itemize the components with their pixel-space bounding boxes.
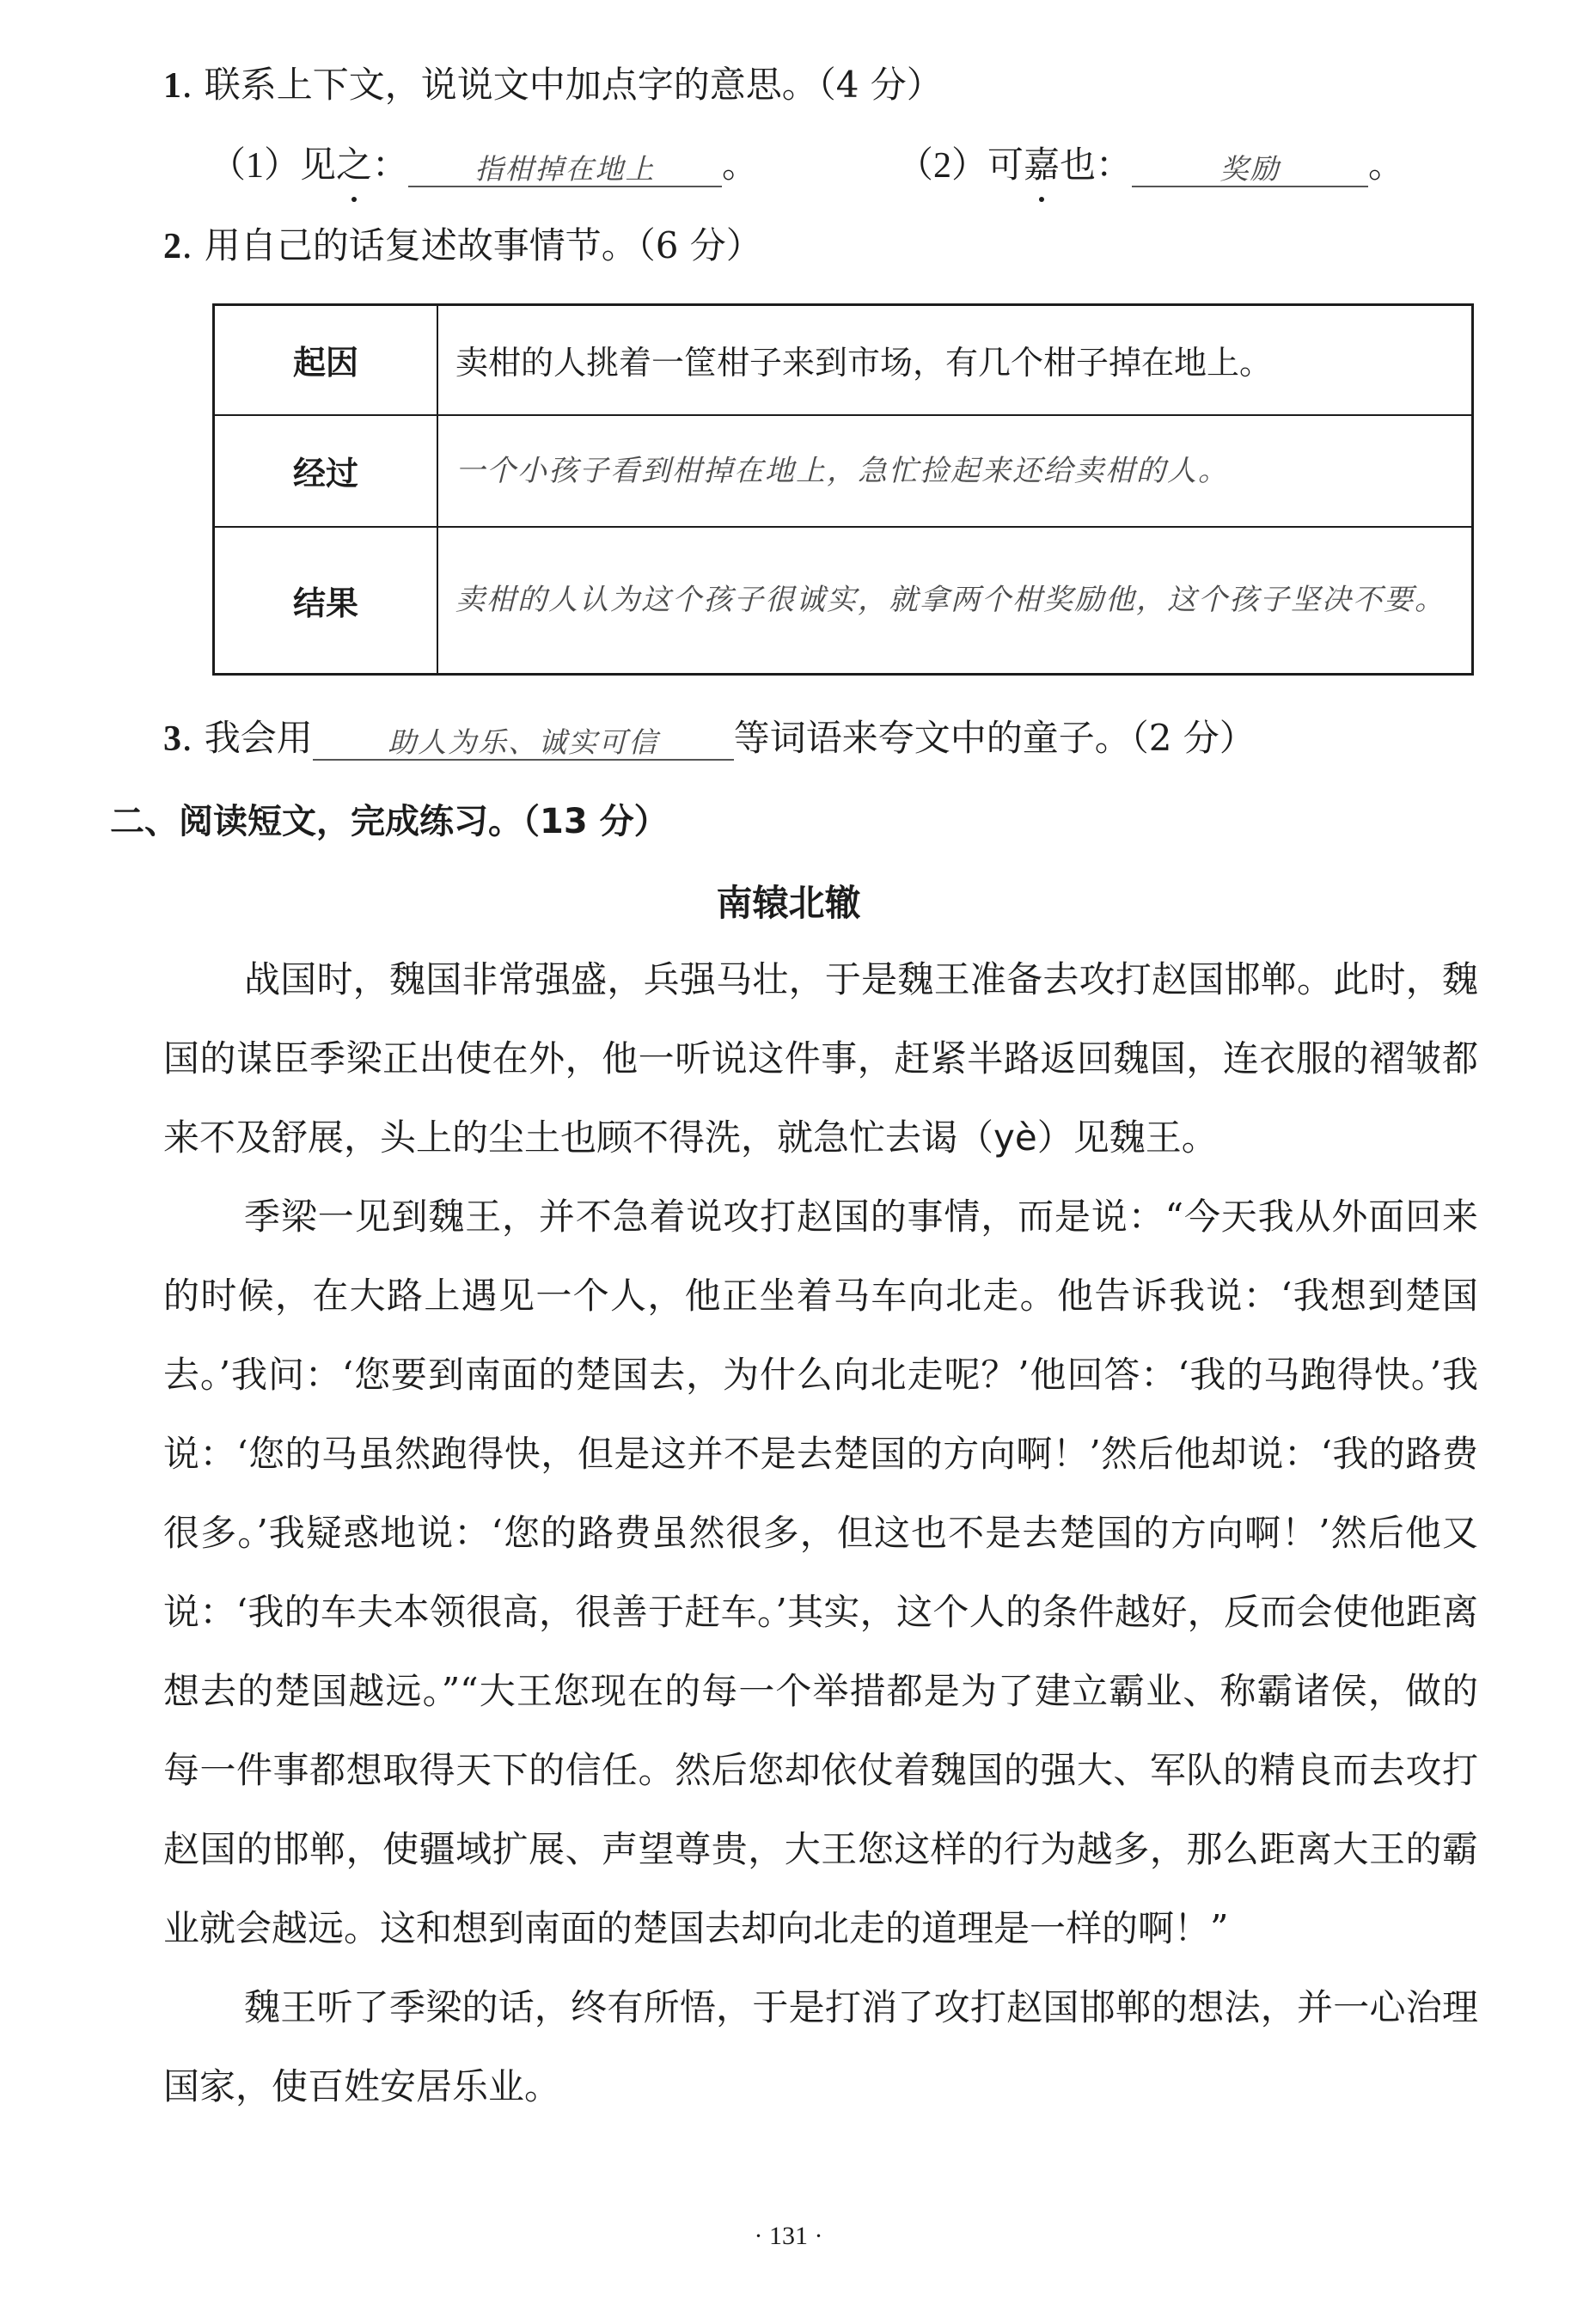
row-answer-cell[interactable]	[437, 415, 1473, 527]
emphasis-dot-char: 嘉	[1024, 140, 1060, 190]
q2-number: 2	[163, 227, 181, 266]
q1-item2: （2）可嘉也： 奖励 。	[897, 140, 1404, 191]
q1-item1: （1）见之： 指柑掉在地上 。	[210, 140, 758, 191]
answer-blank[interactable]	[408, 148, 722, 187]
paragraph: 战国时，魏国非常强盛，兵强马壮，于是魏王准备去攻打赵国邯郸。此时，魏国的谋臣季梁正出使在外，他一听说这件事，赶紧半路返回魏国，连衣服的褶皱都来不及舒展，头上的尘土也顾不得洗，就急忙去谒（yè）见魏王。	[163, 958, 1478, 1159]
q1-prompt: 1. 联系上下文，说说文中加点字的意思。（4 分）	[163, 64, 943, 106]
answer-blank[interactable]	[1132, 148, 1368, 187]
handwritten-answer: 卖柑的人认为这个孩子很诚实，就拿两个柑奖励他，这个孩子坚决不要。	[455, 583, 1446, 618]
handwritten-answer: 一个小孩子看到柑掉在地上，急忙捡起来还给卖柑的人。	[455, 453, 1229, 488]
q3-prompt: 3. 我会用 助人为乐、诚实可信 等词语来夸文中的童子。（2 分）	[163, 717, 1256, 759]
passage-title: 南辕北辙	[716, 882, 861, 924]
paragraph: 季梁一见到魏王，并不急着说攻打赵国的事情，而是说：“今天我从外面回来的时候，在大路上遇见一个人，他正坐着马车向北走。他告诉我说：‘我想到楚国去。’我问：‘您要到南面的楚国去，为什么向北走呢？’他回答：‘我的马跑得快。’我说：‘您的马虽然跑得快，但是这并不是去楚国的方向啊！’然后他却说：‘我的路费很多。’我疑惑地说：‘您的路费虽然很多，但这也不是去楚国的方向啊！’然后他又说：‘我的车夫本领很高，很善于赶车。’其实，这个人的条件越好，反而会使他距离想去的楚国越远。”“大王您现在的每一个举措都是为了建立霸业、称霸诸侯，做的每一件事都想取得天下的信任。然后您却依仗着魏国的强大、军队的精良而去攻打赵国的邯郸，使疆域扩展、声望尊贵，大王您这样的行为越多，那么距离大王的霸业就会越远。这和想到南面的楚国去却向北走的道理是一样的啊！”	[163, 1196, 1478, 1949]
handwritten-answer: 奖励	[1219, 152, 1281, 186]
answer-blank[interactable]	[313, 721, 734, 761]
paragraph: 魏王听了季梁的话，终有所悟，于是打消了攻打赵国邯郸的想法，并一心治理国家，使百姓安居乐业。	[163, 1986, 1478, 2107]
q1-number: 1	[163, 66, 181, 106]
q2-prompt: 2. 用自己的话复述故事情节。（6 分）	[163, 224, 762, 266]
row-label-process: 经过	[214, 415, 438, 527]
row-label-cause: 起因	[214, 305, 438, 415]
story-plot-table	[212, 303, 1474, 676]
table-row	[214, 415, 1473, 527]
emphasis-dot-char: 之	[336, 140, 372, 190]
table-row	[214, 305, 1473, 415]
row-label-result: 结果	[214, 527, 438, 675]
passage-body	[163, 940, 1478, 2126]
table-row	[214, 527, 1473, 675]
pinyin-annotation: yè	[993, 1116, 1037, 1159]
row-answer-cell[interactable]	[437, 527, 1473, 675]
section-heading: 二、阅读短文，完成练习。（13 分）	[110, 802, 669, 841]
handwritten-answer: 助人为乐、诚实可信	[388, 725, 659, 759]
page-number: · 131 ·	[754, 2222, 823, 2250]
handwritten-answer: 指柑掉在地上	[474, 152, 656, 186]
q3-number: 3	[163, 719, 181, 759]
row-text-cause: 卖柑的人挑着一筐柑子来到市场，有几个柑子掉在地上。	[437, 305, 1473, 415]
